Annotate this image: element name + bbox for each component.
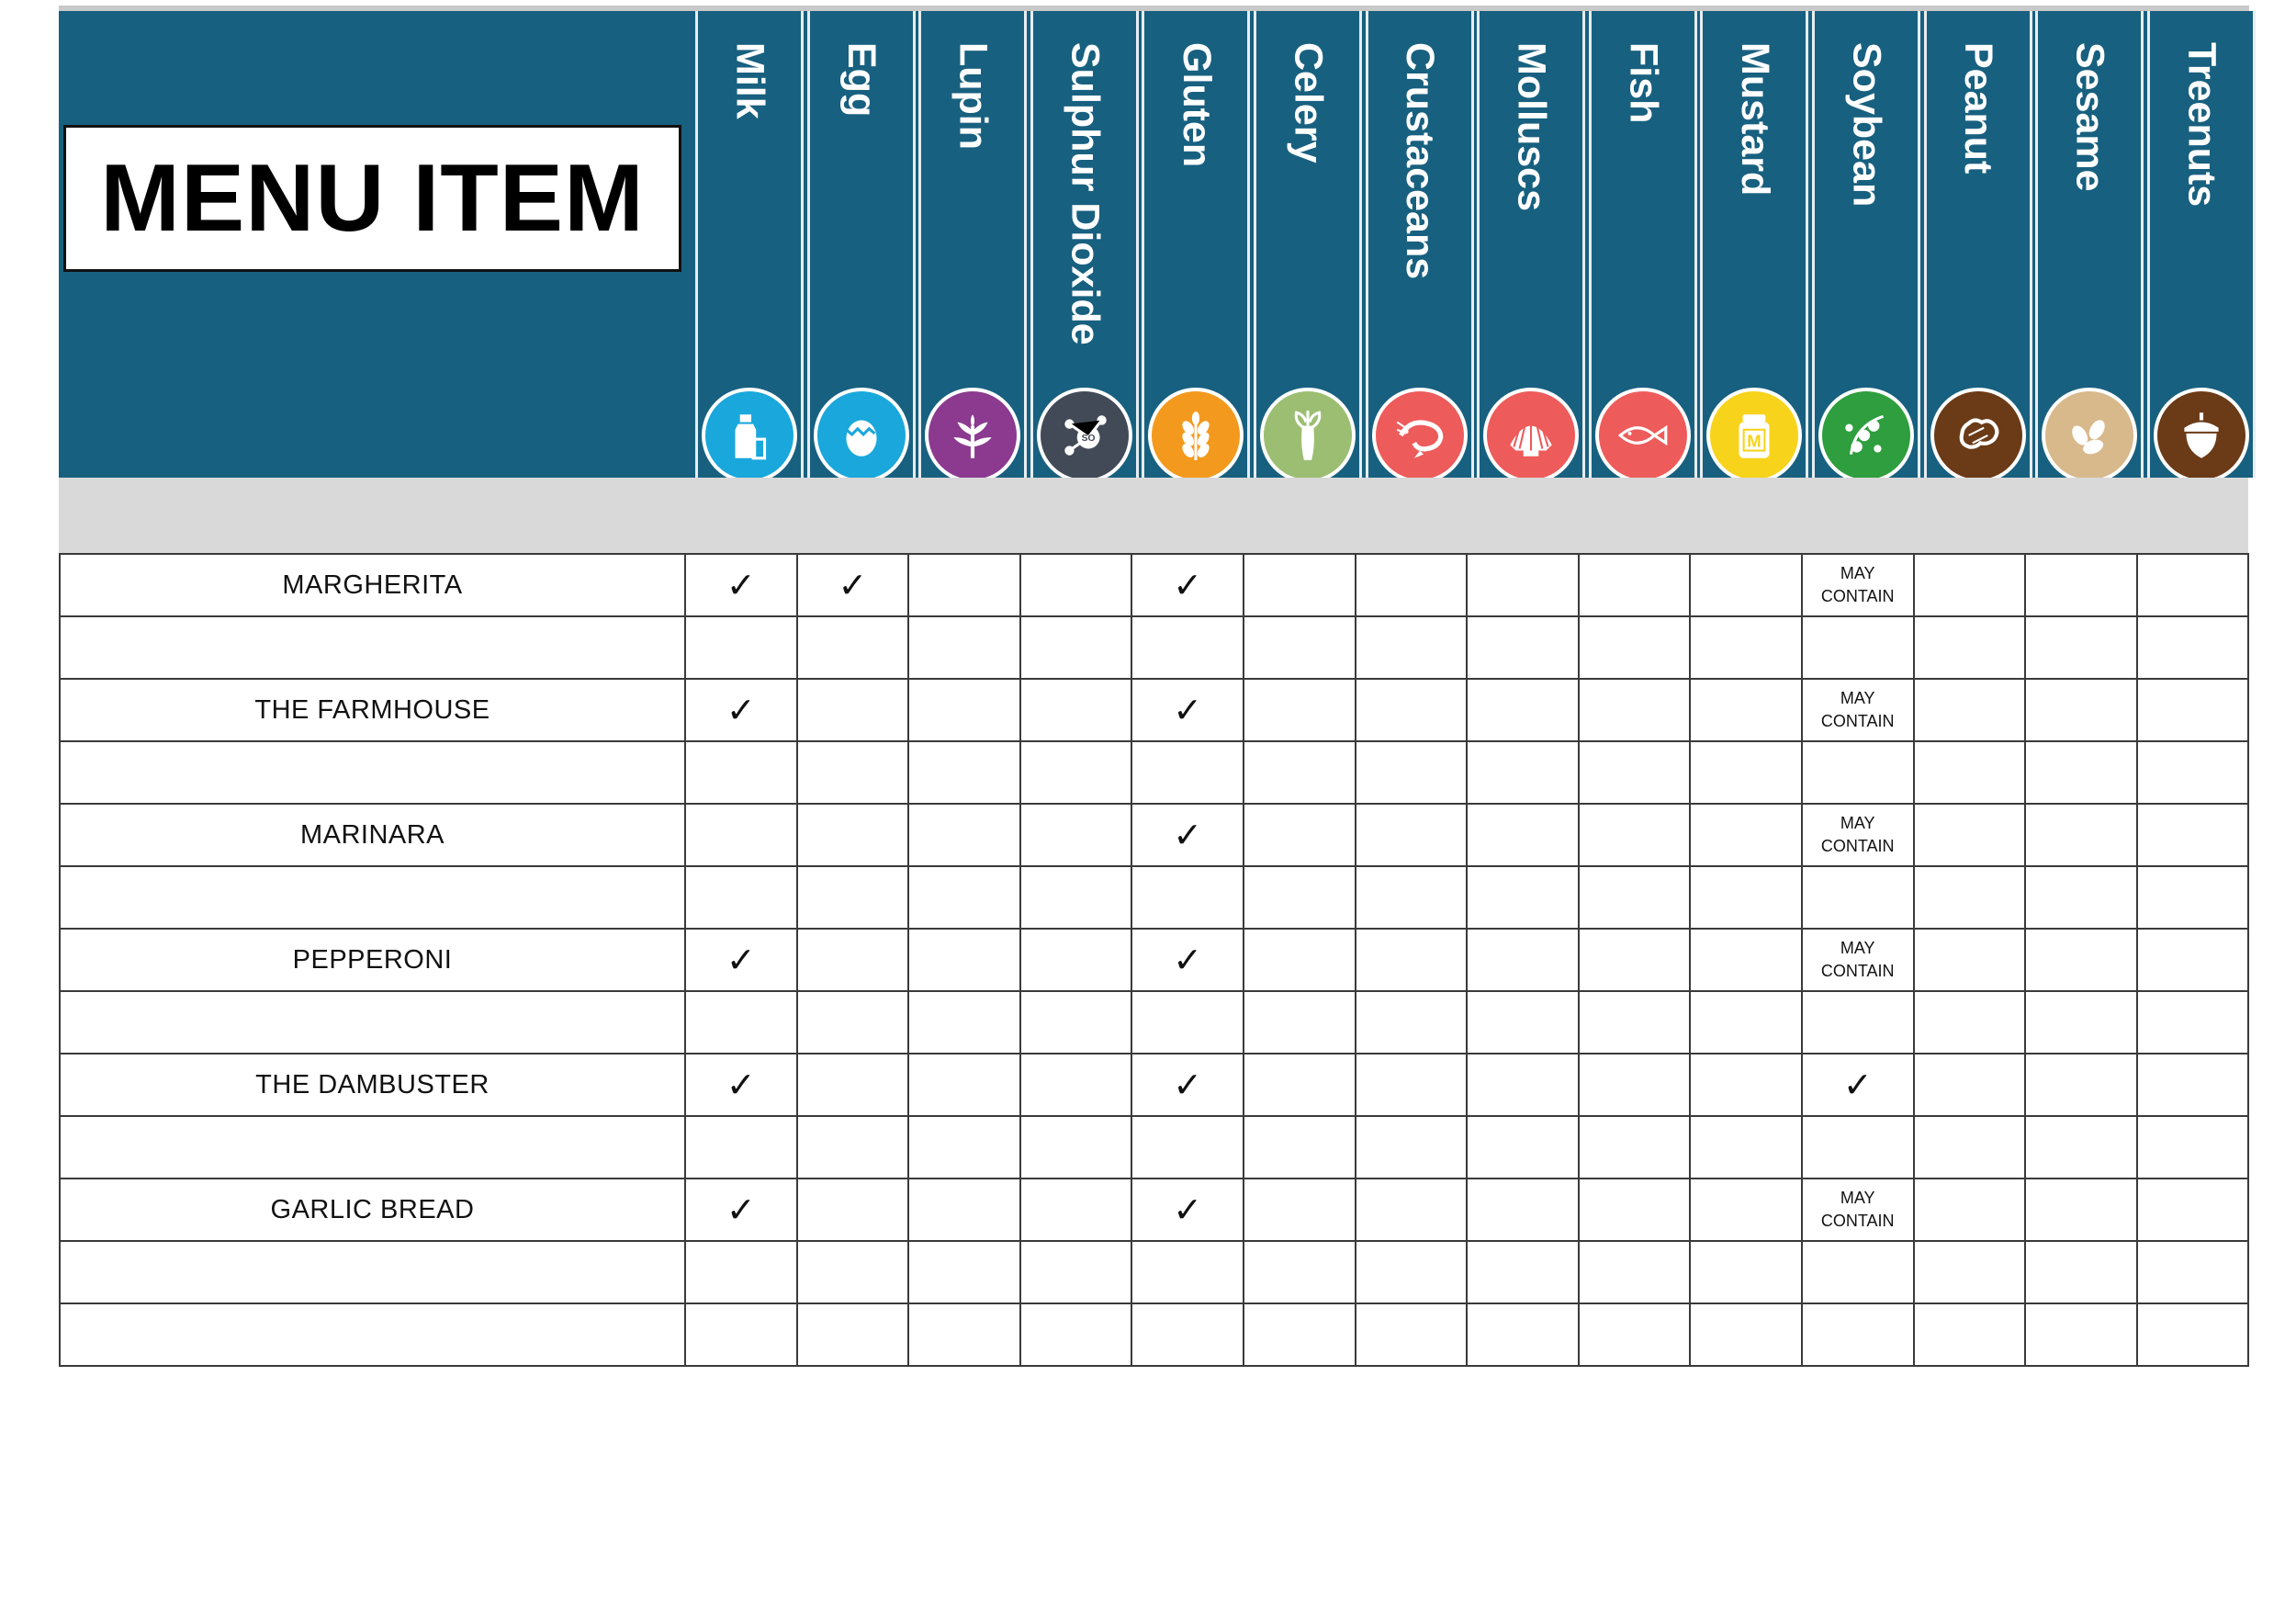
allergen-label: Egg [839,42,884,118]
allergen-label: Milk [727,42,772,119]
may-contain-label [1821,937,1895,983]
cell-milk [685,1179,797,1241]
cell-egg [797,1303,909,1366]
allergen-label: Gluten [1174,42,1219,168]
cell-peanut [1914,1303,2026,1366]
cell-peanut [1914,616,2026,679]
cell-gluten [1131,866,1244,929]
cell-egg [797,1054,909,1116]
table-row [60,1054,2248,1116]
cell-milk [685,1303,797,1366]
cell-treenuts [2137,741,2249,804]
cell-egg [797,1241,909,1303]
cell-lupin [908,1116,1020,1179]
may-contain-label [1821,812,1895,858]
may-contain-line1: MAY [1840,689,1875,707]
check-mark-icon: ✓ [726,1190,756,1230]
cell-gluten [1131,616,1244,679]
cell-treenuts [2137,1241,2249,1303]
menu-item-name [60,1116,685,1179]
may-contain-line2: CONTAIN [1820,962,1895,980]
cell-gluten [1131,1241,1244,1303]
cell-soybean [1802,804,1914,866]
cell-gluten [1131,741,1244,804]
cell-fish [1579,929,1691,991]
cell-milk [685,616,797,679]
cell-milk [685,1054,797,1116]
cell-sulphur-dioxide [1020,1303,1132,1366]
allergen-header [59,11,2248,478]
cell-gluten [1131,1116,1244,1179]
allergen-label: Fish [1621,42,1666,124]
cell-peanut [1914,866,2026,929]
cell-gluten [1131,1303,1244,1366]
allergen-label: Crustaceans [1398,42,1443,280]
cell-soybean [1802,1241,1914,1303]
cell-lupin [908,616,1020,679]
check-mark-icon: ✓ [726,565,756,605]
cell-sulphur-dioxide [1020,866,1132,929]
menu-item-name [60,991,685,1054]
allergen-label: Sulphur Dioxide [1063,42,1108,345]
may-contain-label [1821,562,1895,608]
cell-egg [797,929,909,991]
cell-sulphur-dioxide [1020,991,1132,1054]
shrimp-icon [1372,388,1468,483]
cell-sulphur-dioxide [1020,929,1132,991]
cell-molluscs [1467,804,1579,866]
cell-mustard [1690,866,1802,929]
sesame-seeds-icon [2042,388,2137,483]
cell-molluscs [1467,1054,1579,1116]
check-mark-icon: ✓ [726,690,756,730]
peanut-icon [1930,388,2026,483]
cell-lupin [908,991,1020,1054]
cell-soybean [1802,741,1914,804]
cell-lupin [908,1179,1020,1241]
cell-mustard [1690,1116,1802,1179]
cell-soybean [1802,1054,1914,1116]
cell-crustaceans [1356,679,1468,741]
cell-molluscs [1467,1241,1579,1303]
table-row [60,804,2248,866]
cell-celery [1244,679,1356,741]
cell-fish [1579,1179,1691,1241]
cell-egg [797,679,909,741]
cell-celery [1244,1054,1356,1116]
cell-sulphur-dioxide [1020,741,1132,804]
cell-sulphur-dioxide [1020,1241,1132,1303]
cell-milk [685,741,797,804]
cell-crustaceans [1356,554,1468,616]
cell-crustaceans [1356,616,1468,679]
table-row [60,616,2248,679]
cell-soybean [1802,554,1914,616]
cell-treenuts [2137,616,2249,679]
cell-milk [685,866,797,929]
menu-item-name: THE FARMHOUSE [60,679,685,741]
cell-lupin [908,866,1020,929]
cell-milk [685,991,797,1054]
cell-lupin [908,679,1020,741]
cell-milk [685,929,797,991]
cell-egg [797,554,909,616]
cell-peanut [1914,1179,2026,1241]
cell-crustaceans [1356,1179,1468,1241]
cell-peanut [1914,804,2026,866]
cell-mustard [1690,1303,1802,1366]
page-title: MENU ITEM [100,144,645,252]
fish-icon [1595,388,1691,483]
menu-item-name: MARGHERITA [60,554,685,616]
allergen-header-gluten [1142,11,1250,478]
cell-lupin [908,1303,1020,1366]
cell-mustard [1690,804,1802,866]
cell-peanut [1914,741,2026,804]
cell-crustaceans [1356,929,1468,991]
cell-sesame [2025,1241,2137,1303]
cell-mustard [1690,1054,1802,1116]
cell-crustaceans [1356,804,1468,866]
cell-sesame [2025,1303,2137,1366]
cell-sulphur-dioxide [1020,1054,1132,1116]
cell-egg [797,741,909,804]
table-row [60,1116,2248,1179]
cell-treenuts [2137,804,2249,866]
celery-icon [1260,388,1356,483]
cell-treenuts [2137,1179,2249,1241]
cell-fish [1579,991,1691,1054]
egg-icon [814,388,909,483]
cell-molluscs [1467,679,1579,741]
check-mark-icon: ✓ [1173,1065,1203,1105]
cell-gluten [1131,1179,1244,1241]
allergen-header-mustard [1700,11,1808,478]
cell-treenuts [2137,1303,2249,1366]
cell-peanut [1914,991,2026,1054]
may-contain-line2: CONTAIN [1820,837,1895,855]
cell-celery [1244,991,1356,1054]
may-contain-line1: MAY [1840,814,1875,832]
cell-mustard [1690,1179,1802,1241]
cell-soybean [1802,1179,1914,1241]
table-row [60,991,2248,1054]
cell-fish [1579,1054,1691,1116]
cell-molluscs [1467,554,1579,616]
cell-crustaceans [1356,1116,1468,1179]
shell-icon [1483,388,1579,483]
cell-treenuts [2137,1054,2249,1116]
cell-milk [685,554,797,616]
menu-item-name: MARINARA [60,804,685,866]
table-row [60,1241,2248,1303]
cell-treenuts [2137,554,2249,616]
cell-milk [685,804,797,866]
cell-molluscs [1467,929,1579,991]
cell-sulphur-dioxide [1020,616,1132,679]
cell-soybean [1802,616,1914,679]
menu-item-name [60,1241,685,1303]
cell-molluscs [1467,866,1579,929]
cell-fish [1579,804,1691,866]
cell-treenuts [2137,866,2249,929]
menu-item-name: THE DAMBUSTER [60,1054,685,1116]
cell-fish [1579,1303,1691,1366]
cell-crustaceans [1356,991,1468,1054]
allergen-label: Molluscs [1509,42,1554,211]
check-mark-icon: ✓ [838,565,868,605]
cell-celery [1244,1241,1356,1303]
allergen-label: Lupin [951,42,996,151]
molecule-icon [1037,388,1132,483]
cell-mustard [1690,741,1802,804]
cell-crustaceans [1356,1054,1468,1116]
menu-item-name [60,741,685,804]
milk-bottle-icon [702,388,797,483]
allergen-label: Soybean [1844,42,1889,208]
cell-molluscs [1467,1179,1579,1241]
allergen-label: Sesame [2067,42,2112,192]
may-contain-line2: CONTAIN [1820,1212,1895,1230]
may-contain-line1: MAY [1840,1189,1875,1207]
cell-mustard [1690,1241,1802,1303]
cell-egg [797,616,909,679]
cell-fish [1579,616,1691,679]
allergen-header-sesame [2035,11,2144,478]
allergen-header-crustaceans [1366,11,1474,478]
cell-crustaceans [1356,1241,1468,1303]
allergen-header-treenuts [2147,11,2256,478]
cell-sulphur-dioxide [1020,1116,1132,1179]
cell-sesame [2025,741,2137,804]
allergen-header-lupin [918,11,1027,478]
cell-fish [1579,866,1691,929]
cell-mustard [1690,616,1802,679]
cell-lupin [908,804,1020,866]
allergen-label: Treenuts [2179,42,2224,208]
allergen-table [59,553,2249,1367]
cell-mustard [1690,679,1802,741]
cell-fish [1579,741,1691,804]
cell-soybean [1802,1116,1914,1179]
cell-sesame [2025,1116,2137,1179]
cell-milk [685,679,797,741]
cell-crustaceans [1356,741,1468,804]
may-contain-line2: CONTAIN [1820,587,1895,605]
lupin-flower-icon [925,388,1020,483]
cell-celery [1244,866,1356,929]
cell-sesame [2025,616,2137,679]
table-row [60,679,2248,741]
cell-treenuts [2137,991,2249,1054]
cell-crustaceans [1356,1303,1468,1366]
check-mark-icon: ✓ [1173,565,1203,605]
cell-fish [1579,679,1691,741]
table-row [60,1303,2248,1366]
cell-molluscs [1467,741,1579,804]
menu-item-name [60,616,685,679]
allergen-label: Mustard [1732,42,1777,197]
may-contain-label [1821,687,1895,733]
cell-sulphur-dioxide [1020,1179,1132,1241]
cell-sesame [2025,679,2137,741]
cell-celery [1244,616,1356,679]
allergen-header-sulphur-dioxide [1030,11,1139,478]
cell-soybean [1802,929,1914,991]
menu-item-name [60,1303,685,1366]
cell-molluscs [1467,616,1579,679]
check-mark-icon: ✓ [1173,690,1203,730]
cell-lupin [908,554,1020,616]
check-mark-icon: ✓ [1173,1190,1203,1230]
cell-celery [1244,1179,1356,1241]
allergen-header-molluscs [1477,11,1585,478]
cell-peanut [1914,1054,2026,1116]
acorn-icon [2154,388,2249,483]
cell-mustard [1690,929,1802,991]
table-row [60,1179,2248,1241]
cell-peanut [1914,1241,2026,1303]
check-mark-icon: ✓ [1173,815,1203,855]
may-contain-label [1821,1187,1895,1233]
allergen-header-fish [1589,11,1697,478]
cell-sesame [2025,1179,2137,1241]
cell-egg [797,1179,909,1241]
cell-celery [1244,929,1356,991]
cell-celery [1244,554,1356,616]
may-contain-line1: MAY [1840,939,1875,957]
cell-lupin [908,929,1020,991]
may-contain-line2: CONTAIN [1820,712,1895,730]
cell-fish [1579,554,1691,616]
cell-gluten [1131,929,1244,991]
cell-lupin [908,1241,1020,1303]
cell-egg [797,866,909,929]
cell-milk [685,1241,797,1303]
cell-milk [685,1116,797,1179]
cell-sesame [2025,866,2137,929]
cell-lupin [908,741,1020,804]
title-box [63,125,681,272]
svg-text:SO: SO [1081,434,1096,445]
allergen-header-celery [1254,11,1362,478]
cell-sesame [2025,991,2137,1054]
cell-sesame [2025,1054,2137,1116]
mustard-jar-icon [1706,388,1802,483]
menu-item-name: GARLIC BREAD [60,1179,685,1241]
cell-celery [1244,1303,1356,1366]
cell-gluten [1131,804,1244,866]
wheat-icon [1148,388,1244,483]
cell-celery [1244,1116,1356,1179]
cell-mustard [1690,991,1802,1054]
check-mark-icon: ✓ [726,940,756,980]
cell-soybean [1802,679,1914,741]
cell-sesame [2025,929,2137,991]
table-row [60,554,2248,616]
soybean-icon [1818,388,1914,483]
cell-fish [1579,1241,1691,1303]
table-row [60,866,2248,929]
cell-treenuts [2137,929,2249,991]
cell-soybean [1802,991,1914,1054]
cell-crustaceans [1356,866,1468,929]
cell-celery [1244,804,1356,866]
may-contain-line1: MAY [1840,564,1875,582]
cell-gluten [1131,1054,1244,1116]
cell-soybean [1802,1303,1914,1366]
cell-peanut [1914,929,2026,991]
cell-sulphur-dioxide [1020,554,1132,616]
cell-molluscs [1467,1303,1579,1366]
cell-sulphur-dioxide [1020,679,1132,741]
cell-sulphur-dioxide [1020,804,1132,866]
cell-gluten [1131,679,1244,741]
allergen-header-soybean [1812,11,1920,478]
cell-gluten [1131,991,1244,1054]
cell-gluten [1131,554,1244,616]
table-row [60,741,2248,804]
cell-mustard [1690,554,1802,616]
cell-treenuts [2137,1116,2249,1179]
cell-molluscs [1467,991,1579,1054]
allergen-header-milk [695,11,804,478]
cell-egg [797,804,909,866]
cell-soybean [1802,866,1914,929]
check-mark-icon: ✓ [726,1065,756,1105]
cell-treenuts [2137,679,2249,741]
cell-egg [797,1116,909,1179]
cell-peanut [1914,554,2026,616]
cell-egg [797,991,909,1054]
cell-sesame [2025,554,2137,616]
allergen-header-peanut [1924,11,2032,478]
menu-item-name [60,866,685,929]
allergen-label: Celery [1286,42,1331,164]
svg-text:M: M [1747,431,1762,451]
cell-celery [1244,741,1356,804]
menu-item-name: PEPPERONI [60,929,685,991]
header-spacer-band [59,478,2248,553]
table-row [60,929,2248,991]
cell-sesame [2025,804,2137,866]
allergen-label: Peanut [1956,42,2001,175]
cell-peanut [1914,679,2026,741]
cell-fish [1579,1116,1691,1179]
cell-molluscs [1467,1116,1579,1179]
cell-lupin [908,1054,1020,1116]
check-mark-icon: ✓ [1173,940,1203,980]
check-mark-icon: ✓ [1842,1065,1873,1105]
cell-peanut [1914,1116,2026,1179]
allergen-header-egg [807,11,916,478]
